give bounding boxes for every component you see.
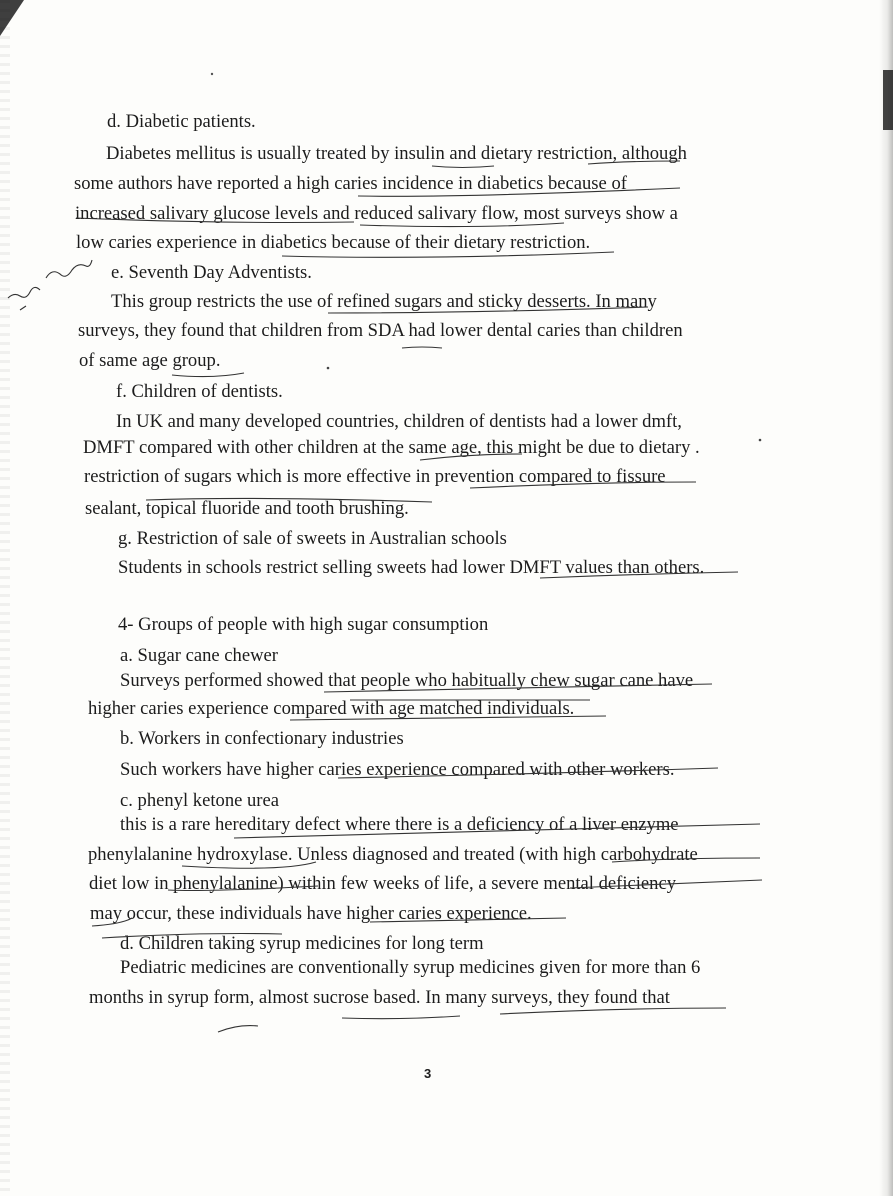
underline xyxy=(218,1026,258,1032)
heading-groups-high-sugar: 4- Groups of people with high sugar consumption xyxy=(118,614,489,635)
paragraph-line: Surveys performed showed that people who habitually chew sugar cane have xyxy=(120,670,694,691)
heading-syrup-medicines: d. Children taking syrup medicines for long term xyxy=(120,933,484,954)
paragraph-line: low caries experience in diabetics because of their dietary restriction. xyxy=(76,232,591,253)
heading-diabetic-patients: d. Diabetic patients. xyxy=(107,111,256,132)
paragraph-line: sealant, topical fluoride and tooth brushing. xyxy=(85,498,409,519)
paragraph-line: this is a rare hereditary defect where there is a deficiency of a liver enzyme xyxy=(120,814,679,835)
paragraph-line: higher caries experience compared with age matched individuals. xyxy=(88,698,575,719)
paragraph-line: This group restricts the use of refined sugars and sticky desserts. In many xyxy=(111,291,657,312)
heading-confectionary-workers: b. Workers in confectionary industries xyxy=(120,728,404,749)
underline xyxy=(342,1016,460,1019)
paragraph-line: Students in schools restrict selling sweets had lower DMFT values than others. xyxy=(118,557,705,578)
page-number: 3 xyxy=(424,1066,432,1081)
paragraph-line: Diabetes mellitus is usually treated by insulin and dietary restriction, although xyxy=(106,143,687,164)
paragraph-line: DMFT compared with other children at the same age, this might be due to dietary . xyxy=(83,437,700,458)
heading-sugar-cane-chewer: a. Sugar cane chewer xyxy=(120,645,278,666)
underline xyxy=(172,373,244,377)
paragraph-line: may occur, these individuals have higher caries experience. xyxy=(90,903,532,924)
paragraph-line: increased salivary glucose levels and reduced salivary flow, most surveys show a xyxy=(75,203,678,224)
heading-children-of-dentists: f. Children of dentists. xyxy=(116,381,283,402)
heading-seventh-day-adventists: e. Seventh Day Adventists. xyxy=(111,262,312,283)
paragraph-line: In UK and many developed countries, children of dentists had a lower dmft, xyxy=(116,411,682,432)
heading-phenyl-ketone-urea: c. phenyl ketone urea xyxy=(120,790,280,811)
scan-binding-mark xyxy=(883,70,893,130)
paragraph-line: of same age group. xyxy=(79,350,221,371)
paragraph-line: some authors have reported a high caries incidence in diabetics because of xyxy=(74,173,627,194)
paragraph-line: Such workers have higher caries experience compared with other workers. xyxy=(120,759,675,780)
paragraph-line: months in syrup form, almost sucrose based. In many surveys, they found that xyxy=(89,987,670,1008)
heading-restriction-of-sale: g. Restriction of sale of sweets in Australian schools xyxy=(118,528,507,549)
margin-scribble xyxy=(8,260,92,310)
paragraph-line: restriction of sugars which is more effective in prevention compared to fissure xyxy=(84,466,666,487)
scan-right-shadow xyxy=(879,0,893,1196)
underline xyxy=(402,347,442,348)
paragraph-line: Pediatric medicines are conventionally syrup medicines given for more than 6 xyxy=(120,957,701,978)
paragraph-line: surveys, they found that children from SDA had lower dental caries than children xyxy=(78,320,683,341)
paragraph-line: phenylalanine hydroxylase. Unless diagnosed and treated (with high carbohydrate xyxy=(88,844,698,865)
underline xyxy=(432,166,494,168)
scan-left-edge xyxy=(0,0,10,1196)
paragraph-line: diet low in phenylalanine) within few weeks of life, a severe mental deficiency xyxy=(89,873,677,894)
